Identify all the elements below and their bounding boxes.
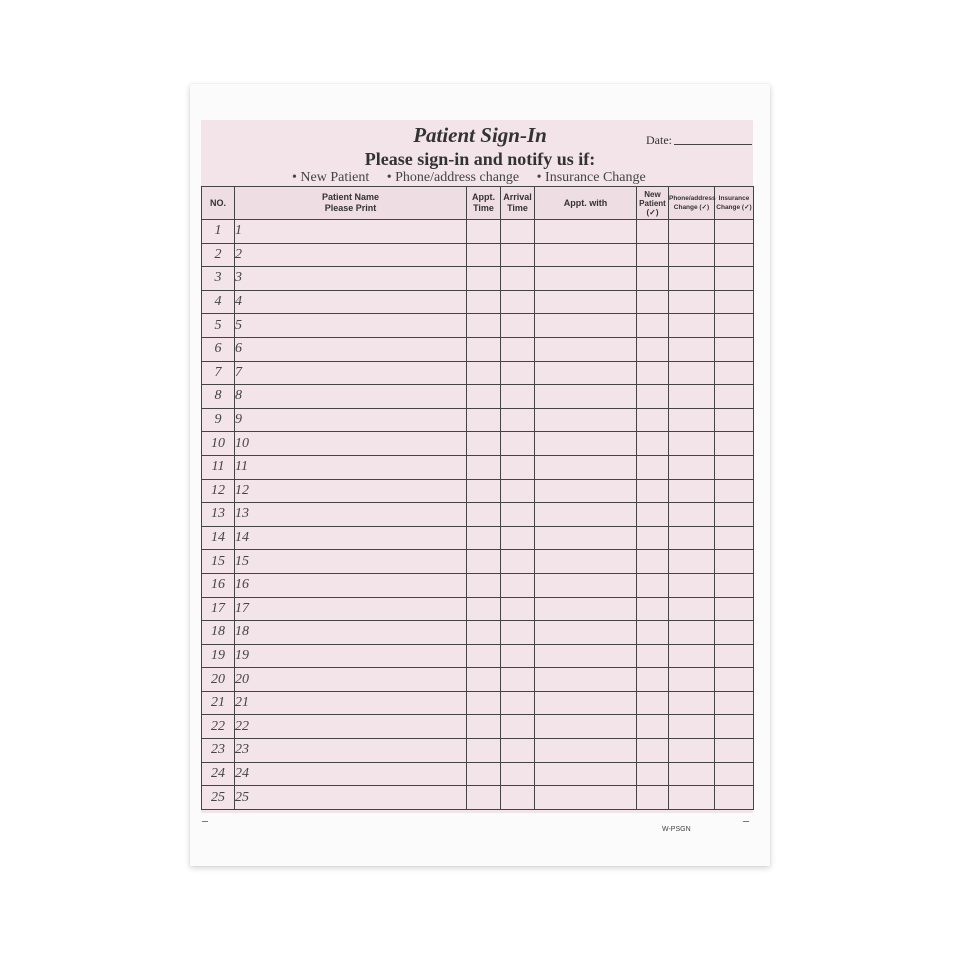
phone-change-cell[interactable] (669, 314, 715, 338)
patient-name-cell[interactable]: 23 (235, 739, 467, 763)
arrival-time-cell[interactable] (501, 597, 535, 621)
table-row (202, 691, 754, 715)
phone-change-cell[interactable] (669, 691, 715, 715)
patient-name-cell[interactable]: 5 (235, 314, 467, 338)
appt-with-cell[interactable] (535, 432, 637, 456)
arrival-time-cell[interactable] (501, 432, 535, 456)
new-patient-cell[interactable] (637, 762, 669, 786)
new-patient-cell[interactable] (637, 526, 669, 550)
appt-time-cell[interactable] (467, 762, 501, 786)
appt-time-cell[interactable] (467, 337, 501, 361)
header-insurance-change: Insurance Change (✓) (715, 187, 754, 220)
table-row (202, 762, 754, 786)
new-patient-cell[interactable] (637, 503, 669, 527)
row-number: 25 (202, 786, 235, 810)
appt-with-cell[interactable] (535, 739, 637, 763)
row-number: 21 (202, 691, 235, 715)
appt-with-cell[interactable] (535, 668, 637, 692)
table-row (202, 290, 754, 314)
patient-name-cell[interactable]: 21 (235, 691, 467, 715)
insurance-change-cell[interactable] (715, 762, 754, 786)
table-row (202, 550, 754, 574)
new-patient-cell[interactable] (637, 644, 669, 668)
arrival-time-cell[interactable] (501, 644, 535, 668)
new-patient-cell[interactable] (637, 337, 669, 361)
row-number: 12 (202, 479, 235, 503)
insurance-change-cell[interactable] (715, 786, 754, 810)
new-patient-cell[interactable] (637, 455, 669, 479)
phone-change-cell[interactable] (669, 597, 715, 621)
insurance-change-cell[interactable] (715, 715, 754, 739)
appt-time-cell[interactable] (467, 621, 501, 645)
arrival-time-cell[interactable] (501, 243, 535, 267)
patient-name-cell[interactable]: 18 (235, 621, 467, 645)
phone-change-cell[interactable] (669, 526, 715, 550)
arrival-time-cell[interactable] (501, 526, 535, 550)
table-row (202, 621, 754, 645)
appt-with-cell[interactable] (535, 337, 637, 361)
row-number: 9 (202, 408, 235, 432)
phone-change-cell[interactable] (669, 408, 715, 432)
row-number: 6 (202, 337, 235, 361)
insurance-change-cell[interactable] (715, 621, 754, 645)
phone-change-cell[interactable] (669, 455, 715, 479)
crop-mark-left (202, 821, 208, 822)
new-patient-cell[interactable] (637, 668, 669, 692)
insurance-change-cell[interactable] (715, 432, 754, 456)
new-patient-cell[interactable] (637, 550, 669, 574)
appt-with-cell[interactable] (535, 644, 637, 668)
new-patient-cell[interactable] (637, 243, 669, 267)
row-number: 20 (202, 668, 235, 692)
patient-name-cell[interactable]: 24 (235, 762, 467, 786)
patient-name-cell[interactable]: 11 (235, 455, 467, 479)
arrival-time-cell[interactable] (501, 455, 535, 479)
appt-with-cell[interactable] (535, 573, 637, 597)
reason-new-patient: • New Patient (292, 170, 370, 185)
table-row (202, 408, 754, 432)
patient-name-cell[interactable]: 3 (235, 267, 467, 291)
insurance-change-cell[interactable] (715, 361, 754, 385)
header-appt-with: Appt. with (535, 187, 637, 220)
appt-time-cell[interactable] (467, 267, 501, 291)
appt-time-cell[interactable] (467, 573, 501, 597)
appt-with-cell[interactable] (535, 455, 637, 479)
appt-with-cell[interactable] (535, 408, 637, 432)
form-code: W-PSGN (662, 826, 691, 833)
arrival-time-cell[interactable] (501, 220, 535, 244)
new-patient-cell[interactable] (637, 432, 669, 456)
insurance-change-cell[interactable] (715, 644, 754, 668)
appt-time-cell[interactable] (467, 220, 501, 244)
form-subtitle: Please sign-in and notify us if: (364, 149, 596, 169)
phone-change-cell[interactable] (669, 479, 715, 503)
form-title: Patient Sign-In (413, 123, 547, 147)
patient-name-cell[interactable]: 10 (235, 432, 467, 456)
table-row (202, 644, 754, 668)
appt-time-cell[interactable] (467, 786, 501, 810)
insurance-change-cell[interactable] (715, 455, 754, 479)
appt-time-cell[interactable] (467, 526, 501, 550)
arrival-time-cell[interactable] (501, 314, 535, 338)
patient-name-cell[interactable]: 22 (235, 715, 467, 739)
insurance-change-cell[interactable] (715, 479, 754, 503)
row-number: 13 (202, 503, 235, 527)
appt-time-cell[interactable] (467, 668, 501, 692)
arrival-time-cell[interactable] (501, 668, 535, 692)
header-appt-time: Appt. Time (467, 187, 501, 220)
row-number: 19 (202, 644, 235, 668)
patient-name-cell[interactable]: 17 (235, 597, 467, 621)
appt-with-cell[interactable] (535, 550, 637, 574)
date-label: Date: (646, 133, 672, 147)
arrival-time-cell[interactable] (501, 691, 535, 715)
new-patient-cell[interactable] (637, 314, 669, 338)
arrival-time-cell[interactable] (501, 715, 535, 739)
row-number: 8 (202, 385, 235, 409)
table-row (202, 455, 754, 479)
arrival-time-cell[interactable] (501, 786, 535, 810)
row-number: 4 (202, 290, 235, 314)
appt-with-cell[interactable] (535, 243, 637, 267)
new-patient-cell[interactable] (637, 786, 669, 810)
insurance-change-cell[interactable] (715, 739, 754, 763)
row-number: 14 (202, 526, 235, 550)
appt-with-cell[interactable] (535, 479, 637, 503)
arrival-time-cell[interactable] (501, 762, 535, 786)
new-patient-cell[interactable] (637, 621, 669, 645)
row-number: 5 (202, 314, 235, 338)
table-row (202, 361, 754, 385)
table-row (202, 432, 754, 456)
patient-name-cell[interactable]: 25 (235, 786, 467, 810)
phone-change-cell[interactable] (669, 668, 715, 692)
appt-with-cell[interactable] (535, 220, 637, 244)
row-number: 1 (202, 220, 235, 244)
appt-with-cell[interactable] (535, 597, 637, 621)
patient-name-cell[interactable]: 16 (235, 573, 467, 597)
insurance-change-cell[interactable] (715, 550, 754, 574)
arrival-time-cell[interactable] (501, 621, 535, 645)
phone-change-cell[interactable] (669, 220, 715, 244)
new-patient-cell[interactable] (637, 267, 669, 291)
new-patient-cell[interactable] (637, 408, 669, 432)
patient-name-cell[interactable]: 4 (235, 290, 467, 314)
appt-time-cell[interactable] (467, 503, 501, 527)
patient-name-cell[interactable]: 8 (235, 385, 467, 409)
phone-change-cell[interactable] (669, 739, 715, 763)
row-number: 23 (202, 739, 235, 763)
arrival-time-cell[interactable] (501, 408, 535, 432)
patient-name-cell[interactable]: 15 (235, 550, 467, 574)
table-row (202, 337, 754, 361)
patient-name-cell[interactable]: 14 (235, 526, 467, 550)
insurance-change-cell[interactable] (715, 220, 754, 244)
arrival-time-cell[interactable] (501, 550, 535, 574)
row-number: 22 (202, 715, 235, 739)
row-number: 2 (202, 243, 235, 267)
appt-time-cell[interactable] (467, 385, 501, 409)
phone-change-cell[interactable] (669, 503, 715, 527)
appt-with-cell[interactable] (535, 715, 637, 739)
insurance-change-cell[interactable] (715, 243, 754, 267)
appt-time-cell[interactable] (467, 243, 501, 267)
date-field-line[interactable] (674, 144, 752, 145)
reason-phone-address: • Phone/address change (386, 170, 520, 185)
appt-with-cell[interactable] (535, 361, 637, 385)
patient-name-cell[interactable]: 12 (235, 479, 467, 503)
new-patient-cell[interactable] (637, 739, 669, 763)
phone-change-cell[interactable] (669, 267, 715, 291)
appt-time-cell[interactable] (467, 550, 501, 574)
row-number: 3 (202, 267, 235, 291)
new-patient-cell[interactable] (637, 361, 669, 385)
appt-time-cell[interactable] (467, 739, 501, 763)
row-number: 11 (202, 455, 235, 479)
crop-mark-right (743, 821, 749, 822)
appt-time-cell[interactable] (467, 597, 501, 621)
new-patient-cell[interactable] (637, 573, 669, 597)
arrival-time-cell[interactable] (501, 479, 535, 503)
new-patient-cell[interactable] (637, 220, 669, 244)
appt-time-cell[interactable] (467, 691, 501, 715)
appt-time-cell[interactable] (467, 314, 501, 338)
reason-insurance: • Insurance Change (536, 170, 646, 185)
patient-name-cell[interactable]: 9 (235, 408, 467, 432)
phone-change-cell[interactable] (669, 644, 715, 668)
appt-with-cell[interactable] (535, 691, 637, 715)
table-row (202, 786, 754, 810)
phone-change-cell[interactable] (669, 550, 715, 574)
phone-change-cell[interactable] (669, 621, 715, 645)
patient-name-cell[interactable]: 1 (235, 220, 467, 244)
insurance-change-cell[interactable] (715, 267, 754, 291)
phone-change-cell[interactable] (669, 432, 715, 456)
phone-change-cell[interactable] (669, 290, 715, 314)
insurance-change-cell[interactable] (715, 691, 754, 715)
header-arrival-time: Arrival Time (501, 187, 535, 220)
appt-with-cell[interactable] (535, 290, 637, 314)
insurance-change-cell[interactable] (715, 290, 754, 314)
phone-change-cell[interactable] (669, 337, 715, 361)
table-row (202, 220, 754, 244)
sign-in-table (201, 186, 754, 810)
appt-time-cell[interactable] (467, 644, 501, 668)
appt-time-cell[interactable] (467, 361, 501, 385)
patient-name-cell[interactable]: 20 (235, 668, 467, 692)
patient-name-cell[interactable]: 7 (235, 361, 467, 385)
arrival-time-cell[interactable] (501, 361, 535, 385)
appt-time-cell[interactable] (467, 455, 501, 479)
insurance-change-cell[interactable] (715, 314, 754, 338)
arrival-time-cell[interactable] (501, 503, 535, 527)
appt-time-cell[interactable] (467, 715, 501, 739)
phone-change-cell[interactable] (669, 573, 715, 597)
header-new-patient: New Patient (✓) (637, 187, 669, 220)
row-number: 7 (202, 361, 235, 385)
row-number: 15 (202, 550, 235, 574)
appt-with-cell[interactable] (535, 385, 637, 409)
patient-name-cell[interactable]: 13 (235, 503, 467, 527)
header-patient-name: Patient Name Please Print (235, 187, 467, 220)
appt-with-cell[interactable] (535, 786, 637, 810)
header-phone-change: Phone/address Change (✓) (669, 187, 715, 220)
appt-time-cell[interactable] (467, 432, 501, 456)
row-number: 16 (202, 573, 235, 597)
table-row (202, 739, 754, 763)
appt-with-cell[interactable] (535, 621, 637, 645)
new-patient-cell[interactable] (637, 715, 669, 739)
phone-change-cell[interactable] (669, 361, 715, 385)
row-number: 17 (202, 597, 235, 621)
arrival-time-cell[interactable] (501, 739, 535, 763)
header-no: NO. (202, 187, 235, 220)
new-patient-cell[interactable] (637, 691, 669, 715)
table-row (202, 715, 754, 739)
insurance-change-cell[interactable] (715, 597, 754, 621)
table-header-row (202, 187, 754, 220)
table-row (202, 267, 754, 291)
arrival-time-cell[interactable] (501, 267, 535, 291)
phone-change-cell[interactable] (669, 762, 715, 786)
insurance-change-cell[interactable] (715, 408, 754, 432)
insurance-change-cell[interactable] (715, 503, 754, 527)
table-row (202, 668, 754, 692)
appt-with-cell[interactable] (535, 762, 637, 786)
phone-change-cell[interactable] (669, 715, 715, 739)
table-row (202, 243, 754, 267)
new-patient-cell[interactable] (637, 385, 669, 409)
patient-name-cell[interactable]: 6 (235, 337, 467, 361)
row-number: 18 (202, 621, 235, 645)
patient-name-cell[interactable]: 2 (235, 243, 467, 267)
table-row (202, 314, 754, 338)
insurance-change-cell[interactable] (715, 385, 754, 409)
table-row (202, 573, 754, 597)
new-patient-cell[interactable] (637, 290, 669, 314)
arrival-time-cell[interactable] (501, 573, 535, 597)
insurance-change-cell[interactable] (715, 668, 754, 692)
appt-with-cell[interactable] (535, 503, 637, 527)
arrival-time-cell[interactable] (501, 290, 535, 314)
row-number: 10 (202, 432, 235, 456)
appt-time-cell[interactable] (467, 408, 501, 432)
table-row (202, 503, 754, 527)
insurance-change-cell[interactable] (715, 337, 754, 361)
table-row (202, 597, 754, 621)
table-row (202, 385, 754, 409)
appt-time-cell[interactable] (467, 290, 501, 314)
appt-time-cell[interactable] (467, 479, 501, 503)
table-row (202, 526, 754, 550)
arrival-time-cell[interactable] (501, 337, 535, 361)
insurance-change-cell[interactable] (715, 573, 754, 597)
phone-change-cell[interactable] (669, 243, 715, 267)
patient-name-cell[interactable]: 19 (235, 644, 467, 668)
new-patient-cell[interactable] (637, 479, 669, 503)
table-row (202, 479, 754, 503)
arrival-time-cell[interactable] (501, 385, 535, 409)
row-number: 24 (202, 762, 235, 786)
appt-with-cell[interactable] (535, 267, 637, 291)
notify-reasons (292, 170, 660, 186)
insurance-change-cell[interactable] (715, 526, 754, 550)
phone-change-cell[interactable] (669, 385, 715, 409)
appt-with-cell[interactable] (535, 314, 637, 338)
appt-with-cell[interactable] (535, 526, 637, 550)
phone-change-cell[interactable] (669, 786, 715, 810)
new-patient-cell[interactable] (637, 597, 669, 621)
